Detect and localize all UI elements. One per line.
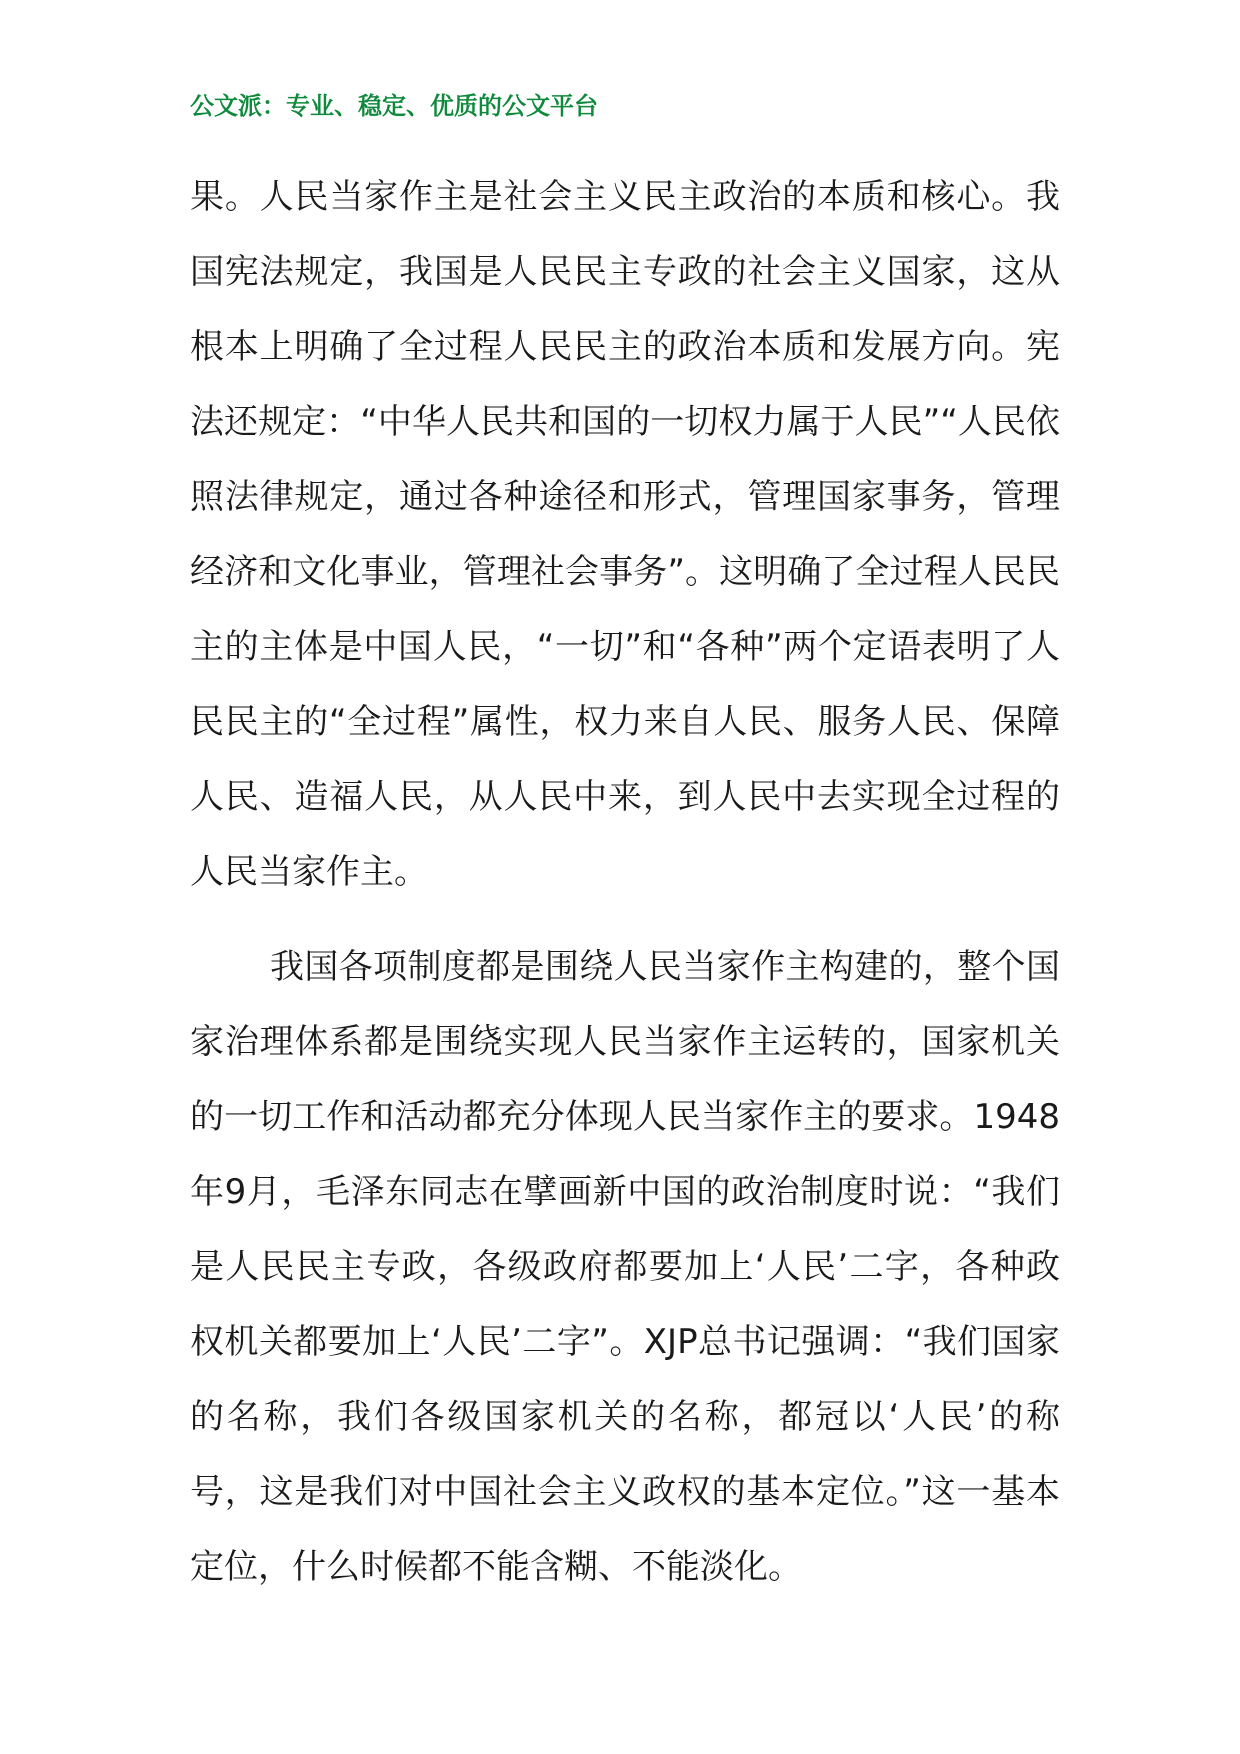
body-paragraph-1: 果。人民当家作主是社会主义民主政治的本质和核心。我国宪法规定，我国是人民民主专政的社会主义国家，这从根本上明确了全过程人民民主的政治本质和发展方向。宪法还规定：“中华人民共和国的一切权力属于人民”“人民依照法律规定，通过各种途径和形式，管理国家事务，管理经济和文化事业，管理社会事务”。这明确了全过程人民民主的主体是中国人民，“一切”和“各种”两个定语表明了人民民主的“全过程”属性，权力来自人民、服务人民、保障人民、造福人民，从人民中来，到人民中去实现全过程的人民当家作主。 [190,177,1060,892]
body-paragraph-2: 我国各项制度都是围绕人民当家作主构建的，整个国家治理体系都是围绕实现人民当家作主运转的，国家机关的一切工作和活动都充分体现人民当家作主的要求。1948年9月，毛泽东同志在擘画新中国的政治制度时说：“我们是人民民主专政，各级政府都要加上‘人民’二字，各种政权机关都要加上‘人民’二字”。XJP总书记强调：“我们国家的名称，我们各级国家机关的名称，都冠以‘人民’的称号，这是我们对中国社会主义政权的基本定位。”这一基本定位，什么时候都不能含糊、不能淡化。 [190,947,1060,1587]
page-header: 公文派：专业、稳定、优质的公文平台 [190,92,598,120]
